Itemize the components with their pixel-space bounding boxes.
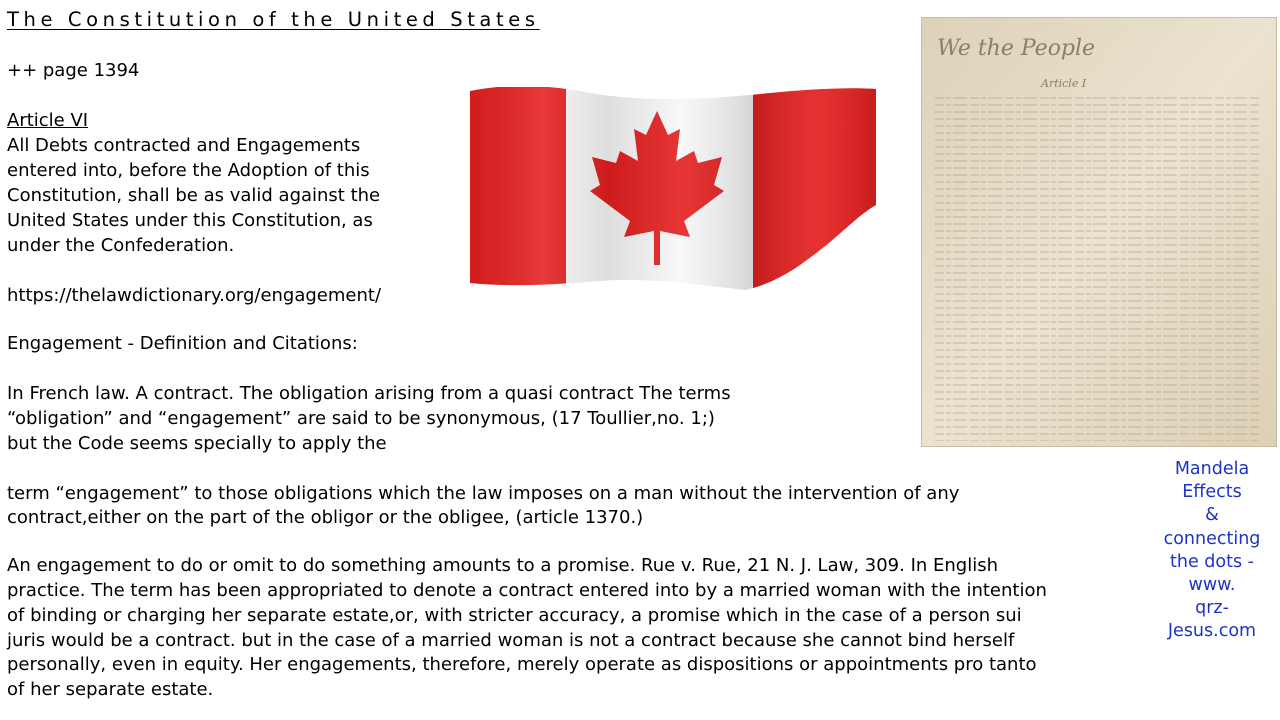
article-line: All Debts contracted and Engagements: [7, 135, 361, 156]
page-reference: ++ page 1394: [7, 60, 140, 81]
sidebar-line: qrz-: [1195, 598, 1229, 619]
page-title: The Constitution of the United States: [7, 8, 540, 31]
source-url: https://thelawdictionary.org/engagement/: [7, 285, 382, 306]
sidebar-line: connecting: [1163, 528, 1261, 549]
paragraph-line: In French law. A contract. The obligation arising from a quasi contract The terms: [7, 383, 731, 404]
paragraph-line: practice. The term has been appropriated to denote a contract entered into by a married woman with the intention: [7, 580, 1047, 601]
article-line: United States under this Constitution, as: [7, 210, 373, 231]
paragraph-line: of her separate estate.: [7, 679, 214, 700]
sidebar-line: Jesus.com: [1167, 621, 1257, 642]
parchment-subheading: Article I: [1041, 77, 1087, 90]
sidebar-line: Mandela: [1174, 459, 1250, 479]
article-line: under the Confederation.: [7, 235, 235, 256]
article-heading: Article VI: [7, 110, 89, 131]
sidebar-note: [1150, 458, 1274, 644]
article-line: entered into, before the Adoption of this: [7, 160, 370, 181]
paragraph-line: juris would be a contract. but in the case of a married woman is not a contract because she cannot bind herself: [7, 630, 1015, 651]
paragraph-line: personally, even in equity. Her engagements, therefore, merely operate as dispositions or appointments pro tanto: [7, 654, 1037, 675]
constitution-parchment-image: [921, 17, 1277, 447]
definition-heading: Engagement - Definition and Citations:: [7, 333, 358, 354]
sidebar-line: the dots -: [1170, 551, 1254, 572]
paragraph-line: of binding or charging her separate estate,or, with stricter accuracy, a promise which in the case of a person sui: [7, 605, 1022, 626]
canadian-flag-image: [470, 87, 876, 290]
sidebar-line: Effects: [1182, 482, 1242, 503]
paragraph-line: contract,either on the part of the obligor or the obligee, (article 1370.): [7, 507, 644, 528]
sidebar-line: www.: [1188, 575, 1236, 596]
article-line: Constitution, shall be as valid against the: [7, 185, 381, 206]
paragraph-line: term “engagement” to those obligations which the law imposes on a man without the intervention of any: [7, 483, 960, 504]
parchment-heading: We the People: [937, 36, 1096, 61]
paragraph-line: “obligation” and “engagement” are said to be synonymous, (17 Toullier,no. 1;): [7, 408, 715, 429]
sidebar-line: &: [1205, 505, 1219, 526]
paragraph-line: An engagement to do or omit to do something amounts to a promise. Rue v. Rue, 21 N. J. Law, 309. In English: [7, 555, 999, 576]
paragraph-line: but the Code seems specially to apply the: [7, 433, 387, 454]
